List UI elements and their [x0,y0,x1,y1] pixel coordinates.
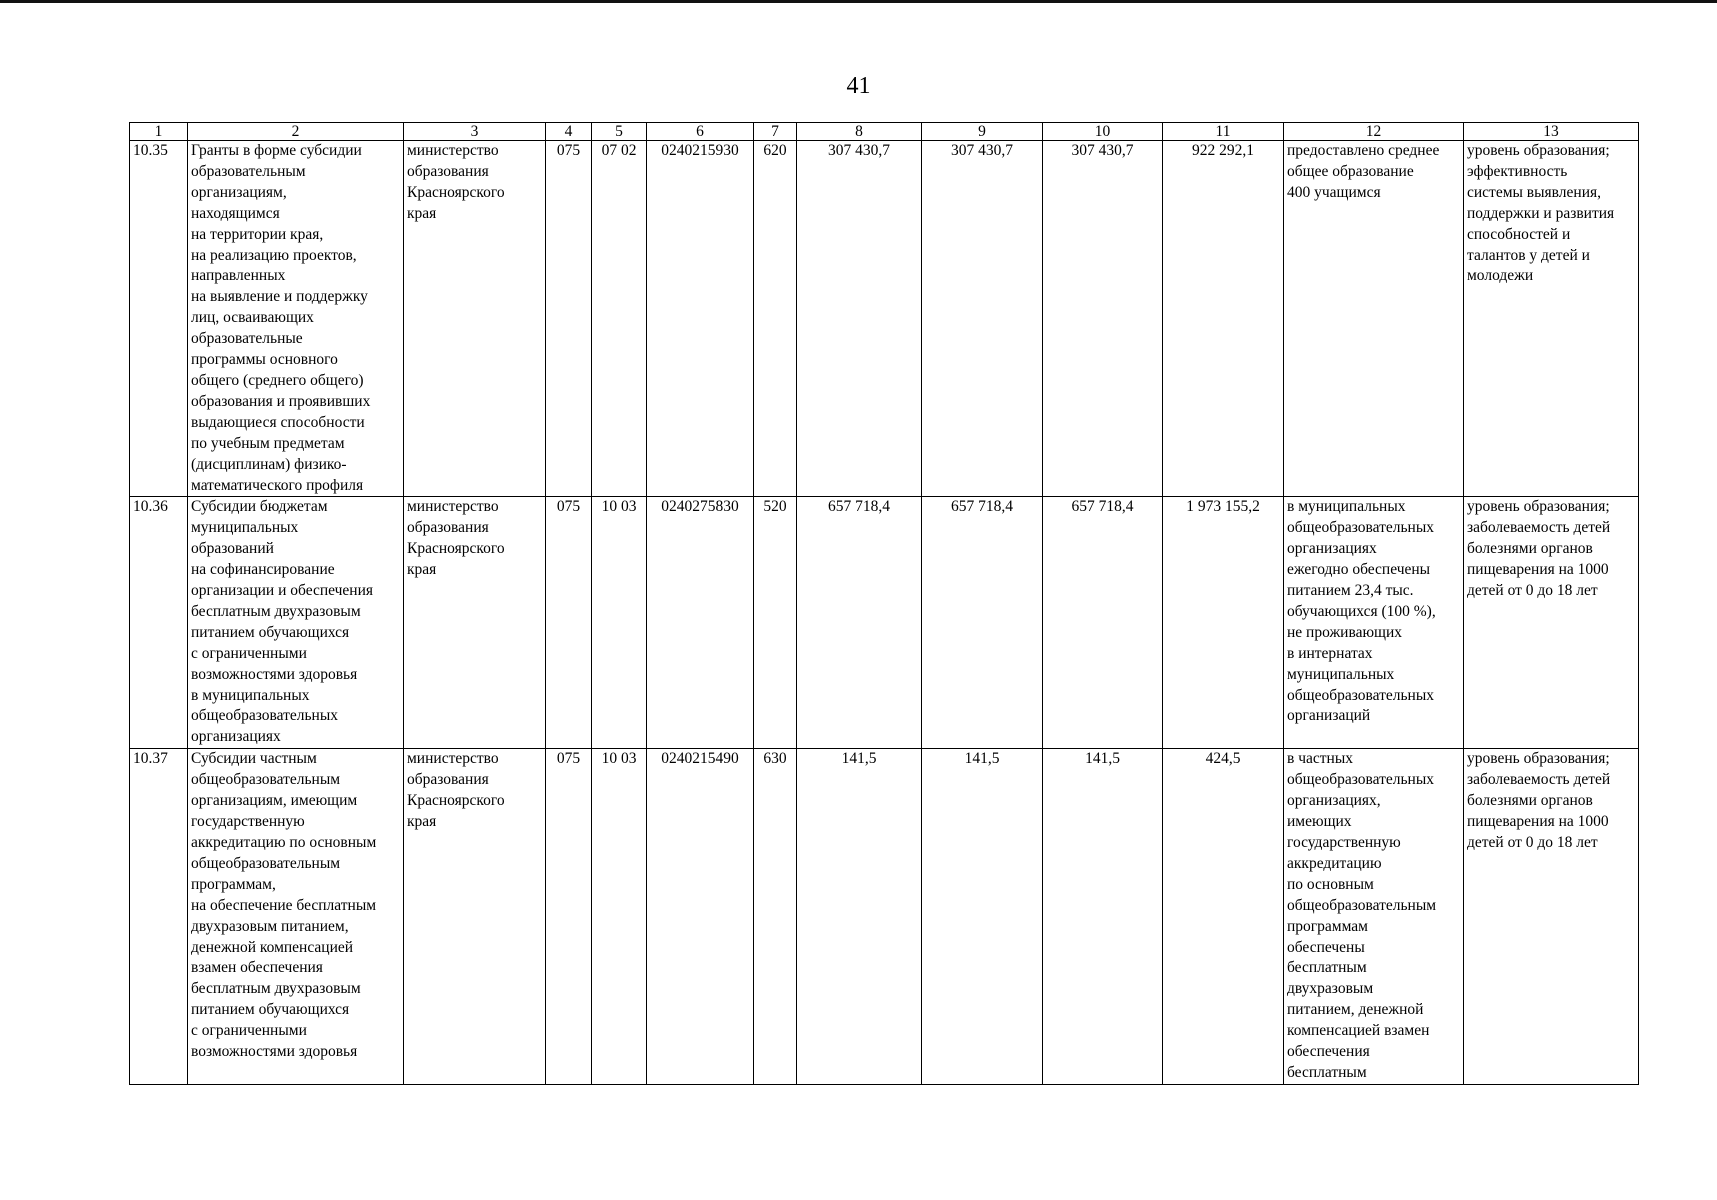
row-number: 10.37 [130,749,188,1085]
amount-year-1: 657 718,4 [797,497,922,749]
grbs-code: 075 [546,497,592,749]
table-row [130,141,1639,497]
column-header: 12 [1284,123,1464,141]
amount-year-2: 307 430,7 [922,141,1043,497]
csr-code: 0240215490 [647,749,754,1085]
administrator: министерство образования Красноярского края [404,141,546,497]
column-header: 7 [754,123,797,141]
row-number: 10.36 [130,497,188,749]
amount-total: 922 292,1 [1163,141,1284,497]
column-header: 2 [188,123,404,141]
amount-year-3: 141,5 [1043,749,1163,1085]
measure-name: Субсидии частным общеобразовательным организациям, имеющим государственную аккредитацию по основным общеобразовательным программам, на обеспечение бесплатным двухразовым питанием, денежной компенсацией взамен обеспечения бесплатным двухразовым питанием обучающихся с ограниченными возможностями здоровья [188,749,404,1085]
amount-year-1: 307 430,7 [797,141,922,497]
expected-result: в муниципальных общеобразовательных организациях ежегодно обеспечены питанием 23,4 тыс. обучающихся (100 %), не проживающих в интернатах муниципальных общеобразовательных организаций [1284,497,1464,749]
amount-total: 424,5 [1163,749,1284,1085]
measure-name: Субсидии бюджетам муниципальных образований на софинансирование организации и обеспечения бесплатным двухразовым питанием обучающихся с ограниченными возможностями здоровья в муниципальных общеобразовательных организациях [188,497,404,749]
grbs-code: 075 [546,141,592,497]
indicator: уровень образования; эффективность системы выявления, поддержки и развития способностей и талантов у детей и молодежи [1464,141,1639,497]
indicator: уровень образования; заболеваемость детей болезнями органов пищеварения на 1000 детей от 0 до 18 лет [1464,497,1639,749]
table-row [130,497,1639,749]
expected-result: предоставлено среднее общее образование 400 учащимся [1284,141,1464,497]
column-header: 5 [592,123,647,141]
csr-code: 0240215930 [647,141,754,497]
administrator: министерство образования Красноярского края [404,497,546,749]
amount-year-1: 141,5 [797,749,922,1085]
column-header: 4 [546,123,592,141]
column-header: 3 [404,123,546,141]
page-number: 41 [846,73,871,99]
column-header: 9 [922,123,1043,141]
csr-code: 0240275830 [647,497,754,749]
measure-name: Гранты в форме субсидии образовательным организациям, находящимся на территории края, на реализацию проектов, направленных на выявление и поддержку лиц, осваивающих образовательные программы основного общего (среднего общего) образования и проявивших выдающиеся способности по учебным предметам (дисциплинам) физико- математического профиля [188,141,404,497]
vr-code: 520 [754,497,797,749]
rzpr-code: 07 02 [592,141,647,497]
table-row [130,749,1639,1085]
vr-code: 620 [754,141,797,497]
column-header: 13 [1464,123,1639,141]
rzpr-code: 10 03 [592,749,647,1085]
vr-code: 630 [754,749,797,1085]
amount-year-3: 307 430,7 [1043,141,1163,497]
budget-table [129,122,1639,1085]
column-header: 1 [130,123,188,141]
amount-year-3: 657 718,4 [1043,497,1163,749]
indicator: уровень образования; заболеваемость детей болезнями органов пищеварения на 1000 детей от 0 до 18 лет [1464,749,1639,1085]
administrator: министерство образования Красноярского края [404,749,546,1085]
top-edge-line [0,0,1717,3]
expected-result: в частных общеобразовательных организациях, имеющих государственную аккредитацию по основным общеобразовательным программам обеспечены бесплатным двухразовым питанием, денежной компенсацией взамен обеспечения бесплатным [1284,749,1464,1085]
amount-year-2: 657 718,4 [922,497,1043,749]
column-header: 8 [797,123,922,141]
amount-year-2: 141,5 [922,749,1043,1085]
column-header: 10 [1043,123,1163,141]
rzpr-code: 10 03 [592,497,647,749]
row-number: 10.35 [130,141,188,497]
column-header: 6 [647,123,754,141]
column-header: 11 [1163,123,1284,141]
amount-total: 1 973 155,2 [1163,497,1284,749]
grbs-code: 075 [546,749,592,1085]
column-number-row [130,123,1639,141]
